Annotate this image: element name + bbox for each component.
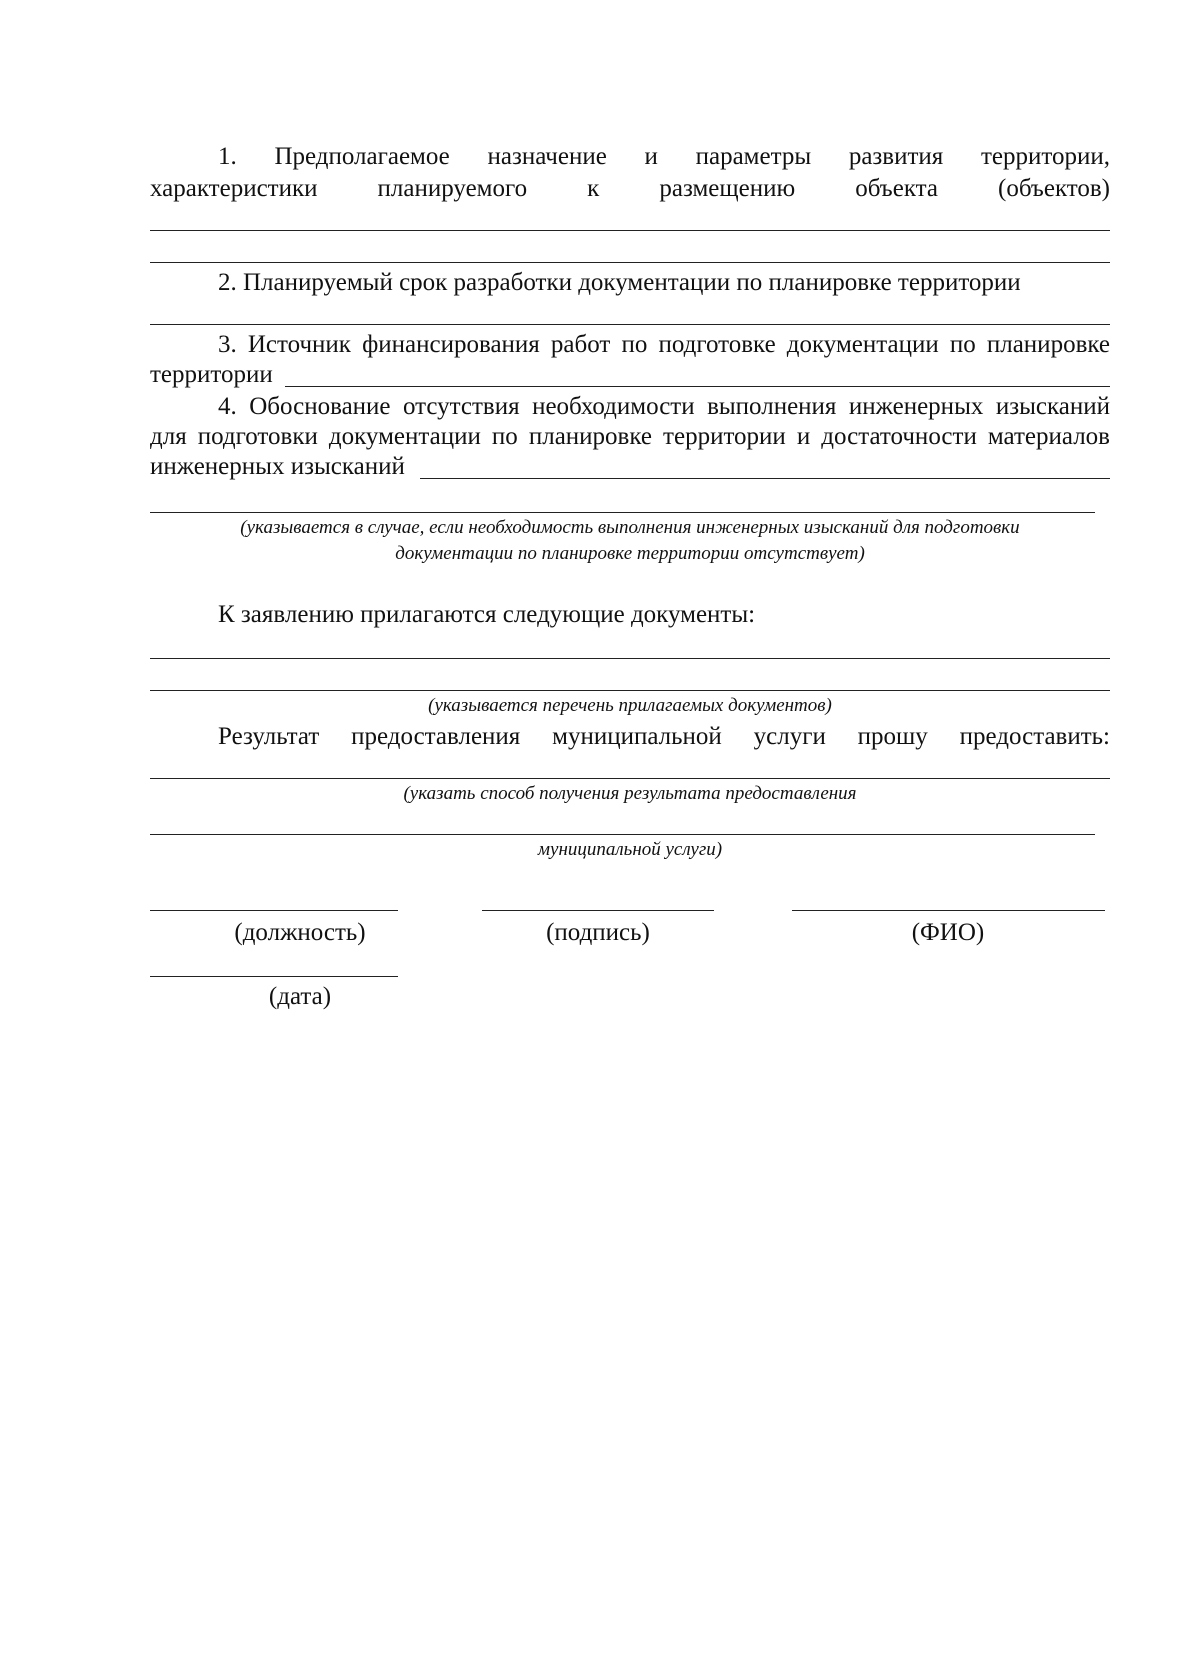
attachments-fill-line-1[interactable] <box>150 658 1110 659</box>
name-label: (ФИО) <box>911 919 985 946</box>
section4-note-line1: (указывается в случае, если необходимость выполнения инженерных изысканий для подготовки <box>240 517 1020 538</box>
section4-fill-line-1[interactable] <box>420 478 1110 479</box>
attachments-fill-line-2[interactable] <box>150 690 1110 691</box>
date-fill-line[interactable] <box>150 976 398 977</box>
section4-fill-line-2[interactable] <box>150 512 1095 513</box>
result-fill-line-1[interactable] <box>150 778 1110 779</box>
section1-line1: 1. Предполагаемое назначение и параметры развития территории, <box>218 143 1110 170</box>
name-fill-line[interactable] <box>792 910 1105 911</box>
date-label: (дата) <box>268 983 332 1010</box>
section4-note-line2: документации по планировке территории отсутствует) <box>395 543 865 564</box>
section1-fill-line-2[interactable] <box>150 262 1110 263</box>
section4-line3: инженерных изысканий <box>150 453 405 480</box>
result-note-line1: (указать способ получения результата предоставления <box>403 783 857 804</box>
attachments-heading: К заявлению прилагаются следующие документы: <box>218 601 756 628</box>
signature-fill-line[interactable] <box>482 910 714 911</box>
position-label: (должность) <box>234 919 366 946</box>
section4-line2: для подготовки документации по планировке территории и достаточности материалов <box>150 423 1110 450</box>
signature-label: (подпись) <box>546 919 650 946</box>
section4-line1: 4. Обоснование отсутствия необходимости выполнения инженерных изысканий <box>218 393 1110 420</box>
result-text: Результат предоставления муниципальной услуги прошу предоставить: <box>218 723 1110 750</box>
section1-line2: характеристики планируемого к размещению объекта (объектов) <box>150 175 1110 202</box>
result-note-line2: муниципальной услуги) <box>537 839 723 860</box>
section2-text: 2. Планируемый срок разработки документации по планировке территории <box>218 269 1021 296</box>
section3-line2: территории <box>150 361 273 388</box>
section3-line1: 3. Источник финансирования работ по подготовке документации по планировке <box>218 331 1110 358</box>
section3-fill-line[interactable] <box>285 386 1110 387</box>
result-fill-line-2[interactable] <box>150 834 1095 835</box>
attachments-note: (указывается перечень прилагаемых документов) <box>428 695 832 716</box>
position-fill-line[interactable] <box>150 910 398 911</box>
section1-fill-line-1[interactable] <box>150 230 1110 231</box>
section2-fill-line[interactable] <box>150 324 1110 325</box>
